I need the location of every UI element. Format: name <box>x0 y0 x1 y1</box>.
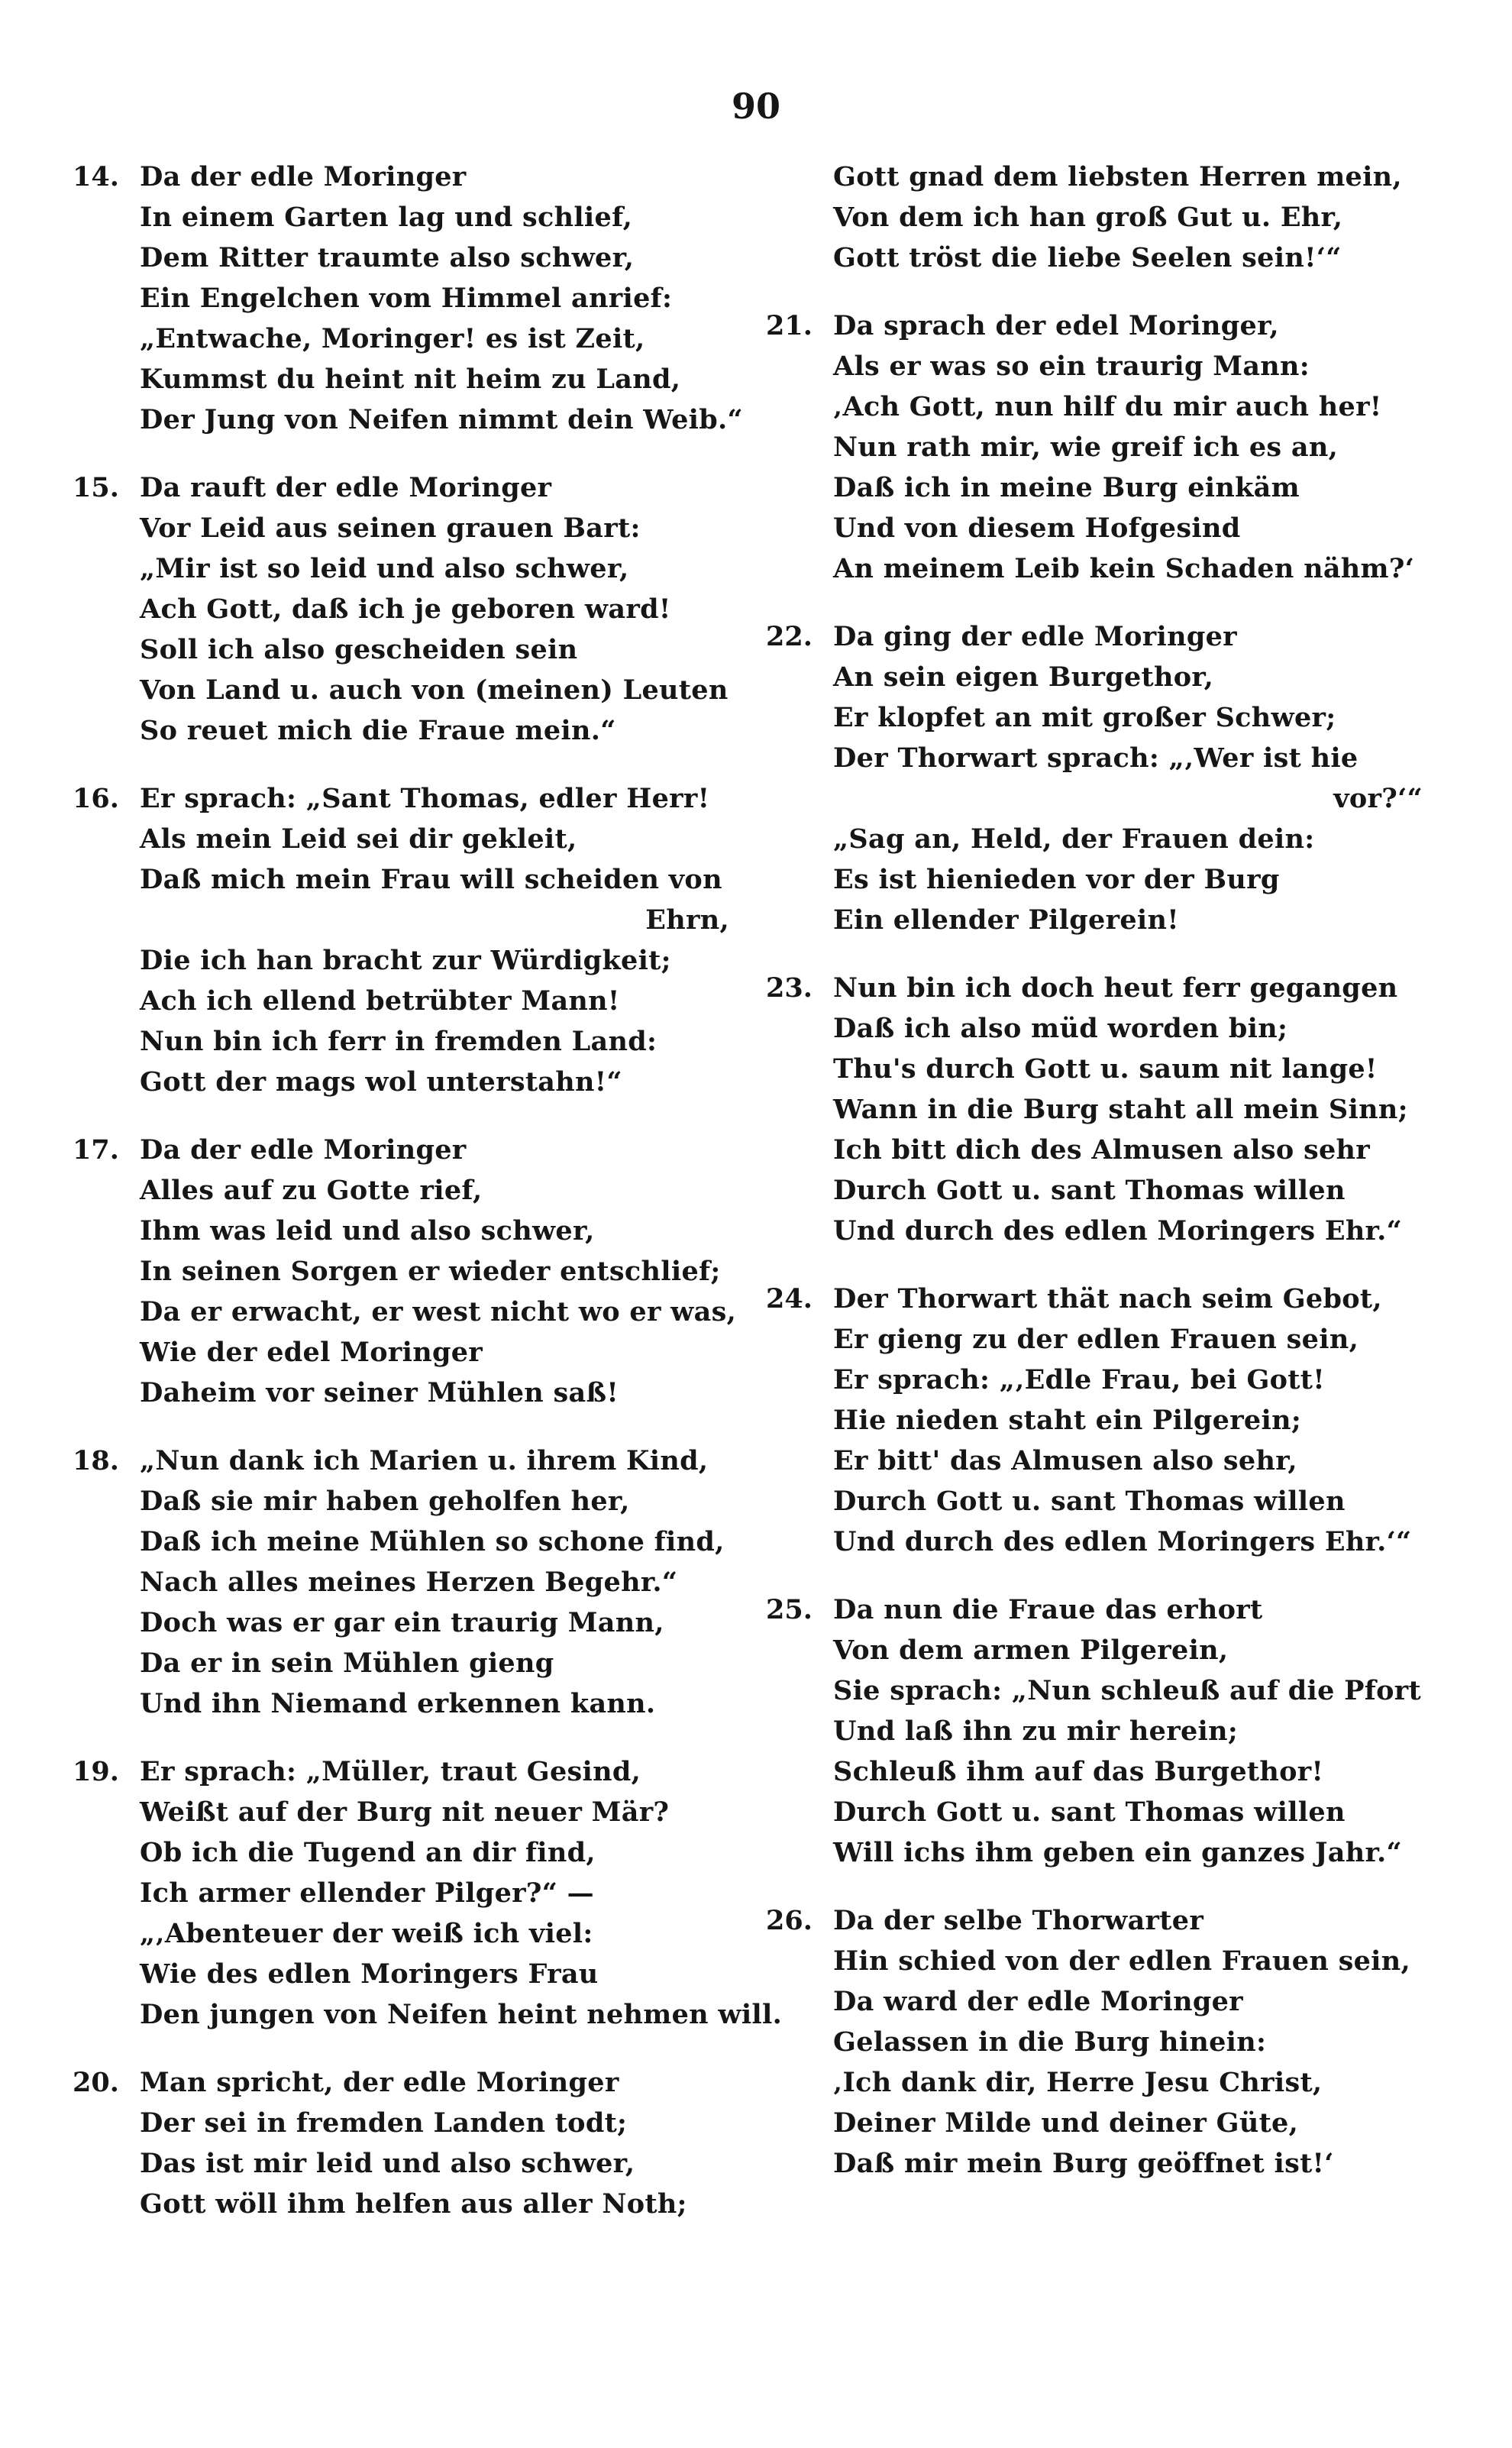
stanza-number: 21. <box>766 310 813 341</box>
verse-line: Da rauft der edle Moringer <box>140 472 552 503</box>
stanza <box>766 1900 1438 2184</box>
verse-line: Und von diesem Hofgesind <box>833 513 1241 544</box>
verse-line: Nun bin ich doch heut ferr gegangen <box>833 972 1398 1004</box>
stanza <box>73 1441 745 1724</box>
verse-line: Ach ich ellend betrübter Mann! <box>140 985 620 1017</box>
verse-line: Daheim vor seiner Mühlen saß! <box>140 1377 619 1408</box>
verse-line: Er klopfet an mit großer Schwer; <box>833 702 1336 733</box>
verse-line: Hie nieden staht ein Pilgerein; <box>833 1405 1302 1436</box>
verse-line: vor?‘“ <box>1333 783 1423 814</box>
stanza-number: 22. <box>766 621 813 652</box>
verse-line: Da ging der edle Moringer <box>833 621 1237 652</box>
stanza-number: 25. <box>766 1594 813 1625</box>
verse-line: Da sprach der edel Moringer, <box>833 310 1279 341</box>
stanza <box>766 1279 1438 1562</box>
stanza <box>73 2062 745 2224</box>
verse-line: So reuet mich die Fraue mein.“ <box>140 715 616 746</box>
verse-line: Das ist mir leid und also schwer, <box>140 2148 635 2179</box>
verse-line: Und durch des edlen Moringers Ehr.“ <box>833 1215 1403 1247</box>
stanza <box>766 1589 1438 1873</box>
verse-line: Da ward der edle Moringer <box>833 1986 1243 2017</box>
verse-line: Thu's durch Gott u. saum nit lange! <box>833 1053 1378 1085</box>
verse-line: Doch was er gar ein traurig Mann, <box>140 1607 664 1638</box>
verse-line: Nun rath mir, wie greif ich es an, <box>833 432 1339 463</box>
verse-line: Durch Gott u. sant Thomas willen <box>833 1486 1346 1517</box>
verse-line: Wie des edlen Moringers Frau <box>140 1958 599 1990</box>
verse-line: Er gieng zu der edlen Frauen sein, <box>833 1324 1359 1355</box>
verse-line: Gott gnad dem liebsten Herren mein, <box>833 161 1402 192</box>
verse-line: „Entwache, Moringer! es ist Zeit, <box>140 323 645 354</box>
verse-line: Den jungen von Neifen heint nehmen will. <box>140 1999 783 2030</box>
verse-line: Ihm was leid und also schwer, <box>140 1215 595 1247</box>
stanza <box>73 1751 783 2035</box>
verse-line: Ich bitt dich des Almusen also sehr <box>833 1134 1371 1166</box>
verse-line: Daß ich also müd worden bin; <box>833 1013 1288 1044</box>
stanza <box>73 467 745 751</box>
verse-line: Und durch des edlen Moringers Ehr.‘“ <box>833 1526 1412 1557</box>
verse-line: Es ist hienieden vor der Burg <box>833 864 1280 895</box>
verse-line: An meinem Leib kein Schaden nähm?‘ <box>833 553 1415 584</box>
verse-line: Ein ellender Pilgerein! <box>833 904 1179 936</box>
verse-line: Daß ich in meine Burg einkäm <box>833 472 1300 503</box>
verse-line: Soll ich also gescheiden sein <box>140 634 578 665</box>
verse-line: Ein Engelchen vom Himmel anrief: <box>140 283 673 314</box>
verse-line: Schleuß ihm auf das Burgethor! <box>833 1756 1324 1787</box>
stanza-number: 20. <box>73 2067 119 2098</box>
verse-line: Dem Ritter traumte also schwer, <box>140 242 635 273</box>
verse-line: Da der selbe Thorwarter <box>833 1905 1204 1936</box>
verse-line: Gott wöll ihm helfen aus aller Noth; <box>140 2188 687 2220</box>
verse-line: Er sprach: „Sant Thomas, edler Herr! <box>140 783 710 814</box>
verse-line: „‚Abenteuer der weiß ich viel: <box>140 1918 593 1949</box>
verse-line: Der sei in fremden Landen todt; <box>140 2107 628 2139</box>
stanza-number: 15. <box>73 472 119 503</box>
verse-line: Er sprach: „Müller, traut Gesind, <box>140 1756 641 1787</box>
verse-line: Die ich han bracht zur Würdigkeit; <box>140 945 671 976</box>
verse-line: Der Jung von Neifen nimmt dein Weib.“ <box>140 404 743 435</box>
verse-line: Weißt auf der Burg nit neuer Mär? <box>140 1796 670 1828</box>
verse-line: Der Thorwart thät nach seim Gebot, <box>833 1283 1382 1315</box>
stanza-number: 18. <box>73 1445 119 1476</box>
verse-line: Von dem ich han groß Gut u. Ehr, <box>833 202 1343 233</box>
verse-line: Deiner Milde und deiner Güte, <box>833 2107 1299 2139</box>
verse-line: Wann in die Burg staht all mein Sinn; <box>833 1094 1408 1125</box>
stanza-number: 23. <box>766 972 813 1004</box>
verse-line: „Mir ist so leid und also schwer, <box>140 553 629 584</box>
verse-line: Ich armer ellender Pilger?“ — <box>140 1877 594 1909</box>
verse-line: Und ihn Niemand erkennen kann. <box>140 1688 656 1719</box>
verse-line: Von dem armen Pilgerein, <box>833 1635 1229 1666</box>
verse-line: Durch Gott u. sant Thomas willen <box>833 1796 1346 1828</box>
verse-line: Er sprach: „‚Edle Frau, bei Gott! <box>833 1364 1325 1395</box>
page-number: 90 <box>731 86 780 127</box>
verse-line: In seinen Sorgen er wieder entschlief; <box>140 1256 721 1287</box>
verse-line: Als er was so ein traurig Mann: <box>833 351 1310 382</box>
verse-line: „Nun dank ich Marien u. ihrem Kind, <box>140 1445 709 1476</box>
verse-line: An sein eigen Burgethor, <box>833 661 1214 693</box>
verse-line: Nun bin ich ferr in fremden Land: <box>140 1026 657 1057</box>
verse-line: Da der edle Moringer <box>140 161 467 192</box>
stanza <box>766 157 1438 278</box>
left-column <box>73 157 783 2224</box>
stanza-number: 17. <box>73 1134 119 1166</box>
verse-line: Wie der edel Moringer <box>140 1337 483 1368</box>
verse-line: Und laß ihn zu mir herein; <box>833 1716 1239 1747</box>
verse-line: Hin schied von der edlen Frauen sein, <box>833 1945 1410 1977</box>
verse-line: „Sag an, Held, der Frauen dein: <box>833 823 1315 855</box>
stanza <box>73 778 745 1102</box>
verse-line: Daß ich meine Mühlen so schone find, <box>140 1526 725 1557</box>
verse-line: Da er erwacht, er west nicht wo er was, <box>140 1296 737 1327</box>
stanza-number: 24. <box>766 1283 813 1315</box>
verse-line: Da der edle Moringer <box>140 1134 467 1166</box>
verse-line: ‚Ach Gott, nun hilf du mir auch her! <box>833 391 1382 422</box>
stanza <box>73 1130 745 1413</box>
stanza <box>766 968 1438 1251</box>
verse-line: Gott tröst die liebe Seelen sein!‘“ <box>833 242 1342 273</box>
verse-line: Gott der mags wol unterstahn!“ <box>140 1066 622 1098</box>
verse-line: Daß sie mir haben geholfen her, <box>140 1486 630 1517</box>
verse-line: Als mein Leid sei dir gekleit, <box>140 823 577 855</box>
verse-line: Er bitt' das Almusen also sehr, <box>833 1445 1297 1476</box>
verse-line: Daß mir mein Burg geöffnet ist!‘ <box>833 2148 1334 2179</box>
verse-line: ‚Ich dank dir, Herre Jesu Christ, <box>833 2067 1323 2098</box>
verse-line: Da nun die Fraue das erhort <box>833 1594 1263 1625</box>
verse-line: Will ichs ihm geben ein ganzes Jahr.“ <box>833 1837 1402 1868</box>
right-column <box>766 157 1438 2184</box>
verse-line: Kummst du heint nit heim zu Land, <box>140 364 681 395</box>
verse-line: Von Land u. auch von (meinen) Leuten <box>140 674 729 706</box>
verse-line: Sie sprach: „Nun schleuß auf die Pfort <box>833 1675 1421 1706</box>
verse-line: Gelassen in die Burg hinein: <box>833 2026 1267 2058</box>
verse-line: In einem Garten lag und schlief, <box>140 202 633 233</box>
verse-line: Alles auf zu Gotte rief, <box>140 1175 483 1206</box>
verse-line: Der Thorwart sprach: „‚Wer ist hie <box>833 742 1359 774</box>
stanza-number: 26. <box>766 1905 813 1936</box>
verse-line: Vor Leid aus seinen grauen Bart: <box>140 513 641 544</box>
stanza-number: 16. <box>73 783 119 814</box>
stanza <box>766 306 1438 589</box>
verse-line: Ach Gott, daß ich je geboren ward! <box>140 593 671 625</box>
verse-line: Daß mich mein Frau will scheiden von <box>140 864 722 895</box>
verse-line: Ob ich die Tugend an dir find, <box>140 1837 596 1868</box>
stanza <box>766 616 1438 940</box>
stanza-number: 19. <box>73 1756 119 1787</box>
stanza <box>73 157 745 440</box>
verse-line: Durch Gott u. sant Thomas willen <box>833 1175 1346 1206</box>
verse-line: Nach alles meines Herzen Begehr.“ <box>140 1567 678 1598</box>
verse-line: Ehrn, <box>645 904 729 936</box>
verse-line: Da er in sein Mühlen gieng <box>140 1648 554 1679</box>
verse-line: Man spricht, der edle Moringer <box>140 2067 619 2098</box>
stanza-number: 14. <box>73 161 119 192</box>
